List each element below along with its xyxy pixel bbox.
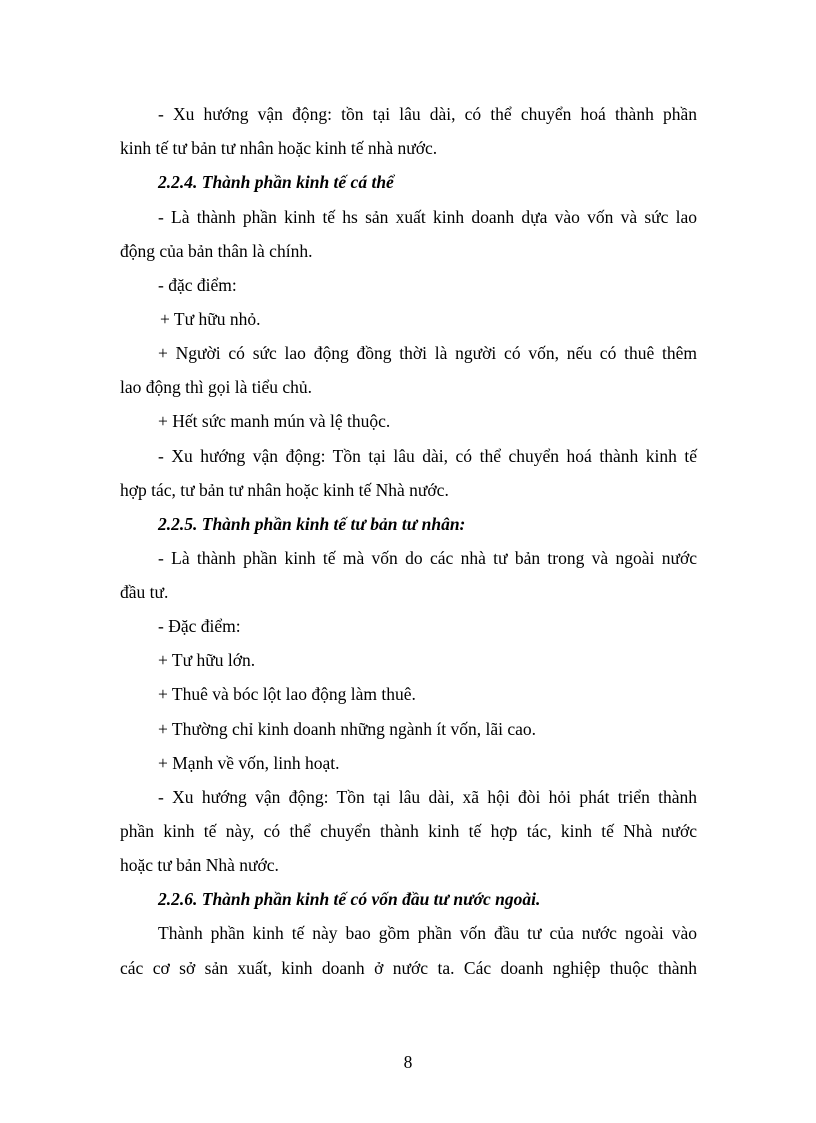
section-heading-2-2-5: 2.2.5. Thành phần kinh tế tư bản tư nhân: [158, 514, 466, 534]
paragraph-line: - Xu hướng vận động: Tồn tại lâu dài, có thể chuyển hoá thành kinh tế [158, 446, 697, 466]
list-item: + Tư hữu nhỏ. [160, 309, 261, 329]
paragraph-line: lao động thì gọi là tiểu chủ. [120, 377, 312, 397]
paragraph-line: hợp tác, tư bản tư nhân hoặc kinh tế Nhà nước. [120, 480, 449, 500]
page-number: 8 [403, 1052, 413, 1072]
paragraph-line: - đặc điểm: [158, 275, 237, 295]
list-item: + Thuê và bóc lột lao động làm thuê. [158, 684, 416, 704]
paragraph-line: - Xu hướng vận động: tồn tại lâu dài, có thể chuyển hoá thành phần [158, 104, 697, 124]
section-heading-2-2-4: 2.2.4. Thành phần kinh tế cá thể [158, 172, 394, 192]
list-item: + Tư hữu lớn. [158, 650, 256, 670]
paragraph-line: Thành phần kinh tế này bao gồm phần vốn đầu tư của nước ngoài vào [158, 923, 697, 943]
paragraph-line: - Là thành phần kinh tế mà vốn do các nhà tư bản trong và ngoài nước [158, 548, 697, 568]
list-item: + Hết sức manh mún và lệ thuộc. [158, 411, 391, 431]
paragraph-line: - Đặc điểm: [158, 616, 241, 636]
paragraph-line: - Là thành phần kinh tế hs sản xuất kinh doanh dựa vào vốn và sức lao [158, 207, 697, 227]
paragraph-line: phần kinh tế này, có thể chuyển thành kinh tế hợp tác, kinh tế Nhà nước [120, 821, 697, 841]
paragraph-line: kinh tế tư bản tư nhân hoặc kinh tế nhà nước. [120, 138, 438, 158]
list-item: + Mạnh về vốn, linh hoạt. [158, 753, 340, 773]
paragraph-line: - Xu hướng vận động: Tồn tại lâu dài, xã hội đòi hỏi phát triển thành [158, 787, 697, 807]
list-item: + Người có sức lao động đồng thời là người có vốn, nếu có thuê thêm [158, 343, 697, 363]
list-item: + Thường chỉ kinh doanh những ngành ít vốn, lãi cao. [158, 719, 536, 739]
paragraph-line: đầu tư. [120, 582, 169, 602]
paragraph-line: các cơ sở sản xuất, kinh doanh ở nước ta. Các doanh nghiệp thuộc thành [120, 958, 697, 978]
paragraph-line: hoặc tư bản Nhà nước. [120, 855, 279, 875]
section-heading-2-2-6: 2.2.6. Thành phần kinh tế có vốn đầu tư nước ngoài. [158, 889, 541, 909]
paragraph-line: động của bản thân là chính. [120, 241, 313, 261]
